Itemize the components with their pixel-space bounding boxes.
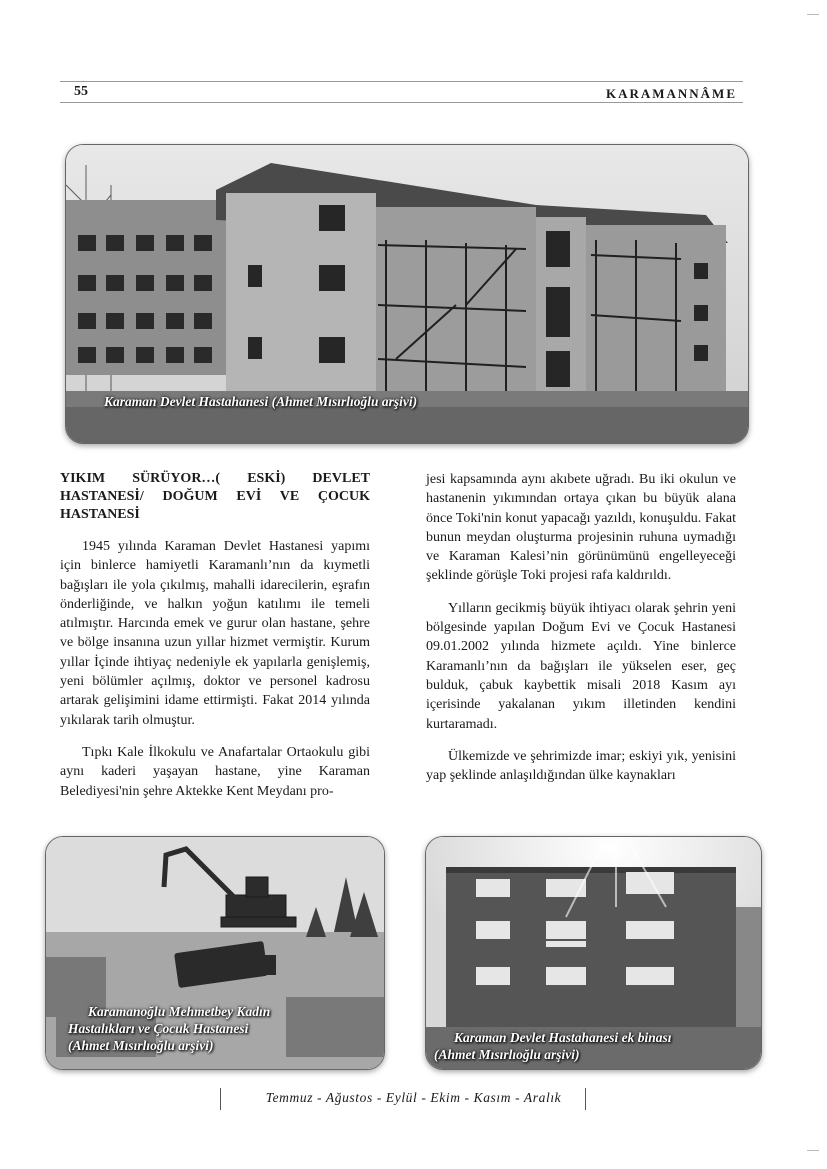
crop-mark (807, 14, 819, 15)
article-paragraph: 1945 yılında Karaman Devlet Hastanesi yapımı için binlerce hamiyetli Karamanlı’nın da kıymetli bağışları ile yola çıkılmış, mahalli idarecilerin, eşrafın önderliğinde, ve halkın yoğun katılımı ile temeli atılmıştır. Harcında emek ve gurur olan hastane, şehre ve bölge insanına uzun yıllar hizmet vermiştir. Kurum yıllar İçinde ihtiyaç nedeniyle ek yapılarla genişlemiş, yeni bölümler açılmış, doktor ve personel kadrosu artarak gelişimini idame ettirmişti. Fakat 2014 yılında yıkılarak tarih olmuştur. (60, 539, 370, 728)
caption-line: (Ahmet Mısırlıoğlu arşivi) (68, 1037, 214, 1053)
caption-line: Hastalıkları ve Çocuk Hastanesi (68, 1020, 249, 1036)
header-bottom-rule (60, 102, 743, 103)
left-column (60, 470, 370, 814)
footer-right-divider (585, 1088, 586, 1110)
page-number: 55 (74, 84, 88, 99)
article-paragraph: jesi kapsamında aynı akıbete uğradı. Bu iki okulun ve hastanenin yıkımından ortaya çıkan bu büyük alana önce Toki'nin konut yapacağı yazıldı, konuşuldu. Fakat bunun meydan oluşturma projesinin ruhuna uymadığı ve Karaman Kalesi’nin görünümünü engelleyeceği şeklinde görüşle Toki projesi rafa kaldırıldı. (426, 472, 736, 584)
bottom-left-photo-caption (68, 1004, 270, 1055)
top-photo-caption: Karaman Devlet Hastahanesi (Ahmet Mısırlıoğlu arşivi) (104, 394, 418, 409)
caption-line: (Ahmet Mısırlıoğlu arşivi) (434, 1046, 580, 1062)
caption-line: Karaman Devlet Hastahanesi ek binası (454, 1030, 672, 1045)
magazine-title: KARAMANNÂME (605, 86, 737, 101)
right-column (426, 470, 736, 798)
footer-issue-months: Temmuz - Ağustos - Eylül - Ekim - Kasım - Aralık (265, 1090, 562, 1105)
article-paragraph: Tıpkı Kale İlkokulu ve Anafartalar Ortaokulu gibi aynı kaderi yaşayan hastane, yine Karaman Belediyesi'nin şehre Aktekke Kent Meydanı pro- (60, 744, 370, 799)
article-paragraph: Ülkemizde ve şehrimizde imar; eskiyi yık, yenisini yap şeklinde anlaşıldığından ülke kaynakları (426, 748, 736, 784)
article-heading: YIKIM SÜRÜYOR…( ESKİ) DEVLET HASTANESİ/ DOĞUM EVİ VE ÇOCUK HASTANESİ (60, 471, 370, 522)
bottom-right-photo-caption (434, 1030, 672, 1064)
article-paragraph: Yılların gecikmiş büyük ihtiyacı olarak şehrin yeni bölgesinde yapılan Doğum Evi ve Çocuk Hastanesi 09.01.2002 yılında hizmete açıldı. Yine binlerce Karamanlı’nın da bağışları ile yükselen eser, geç bulduk, çabuk kaybettik misali 2018 Kasım ayı içerisinde yakalanan yıkım illetinden kendini kurtaramadı. (426, 600, 736, 732)
crop-mark (807, 1150, 819, 1151)
caption-line: Karamanoğlu Mehmetbey Kadın (88, 1004, 271, 1019)
header-top-rule (60, 81, 743, 82)
